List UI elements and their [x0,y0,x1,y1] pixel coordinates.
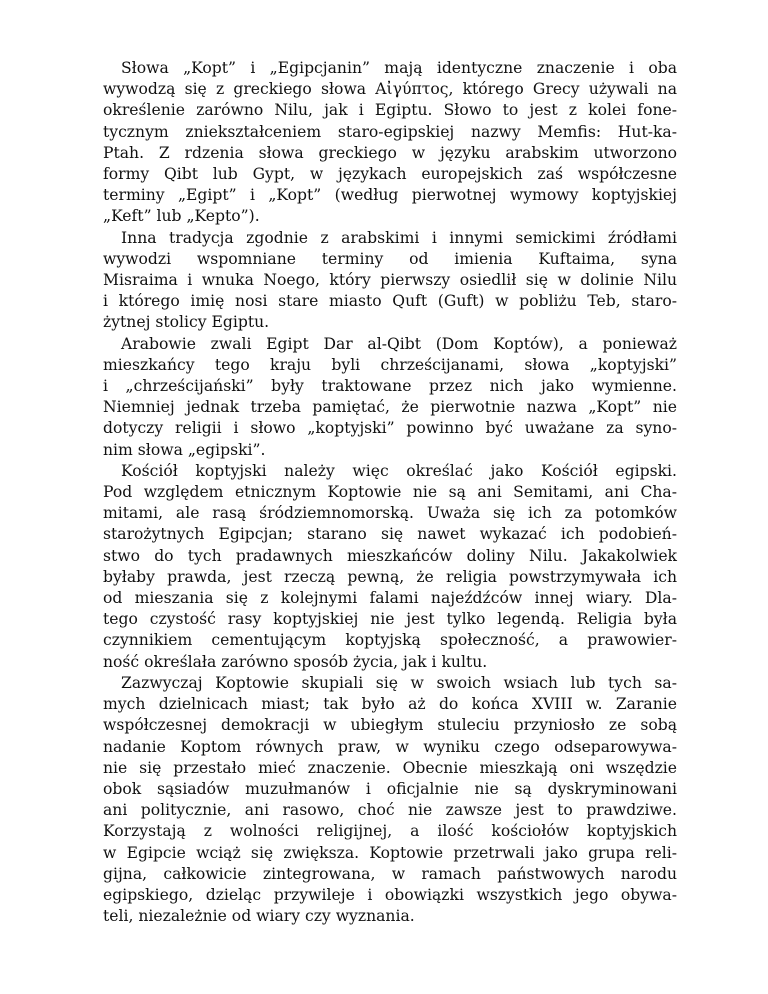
text-line: Inna tradycja zgodnie z arabskimi i innymi semickimi źródłami [121,228,677,247]
text-line: byłaby prawda, jest rzeczą pewną, że religia powstrzymywała ich [103,567,677,586]
text-line: teli, niezależnie od wiary czy wyznania. [103,907,415,926]
paragraph-1 [103,58,677,228]
text-line: od mieszania się z kolejnymi falami najeźdźców innej wiary. Dla- [103,589,677,608]
text-line: i „chrześcijański” były traktowane przez nich jako wymienne. [103,377,677,396]
text-line: mitami, ale rasą śródziemnomorską. Uważa się ich za potomków [103,504,677,523]
text-line: dotyczy religii i słowo „koptyjski” powinno być uważane za syno- [103,419,677,438]
text-line: mych dzielnicach miast; tak było aż do końca XVIII w. Zaranie [103,695,677,714]
text-line: Zazwyczaj Koptowie skupiali się w swoich wsiach lub tych sa- [121,673,677,692]
text-line: w Egipcie wciąż się zwiększa. Koptowie przetrwali jako grupa reli- [103,843,677,862]
text-line: mieszkańcy tego kraju byli chrześcijanami, słowa „koptyjski” [103,355,677,374]
text-line: i którego imię nosi stare miasto Quft (Guft) w pobliżu Teb, staro- [103,292,677,311]
text-line: żytnej stolicy Egiptu. [103,313,270,332]
text-line: Pod względem etnicznym Koptowie nie są ani Semitami, ani Cha- [103,483,677,502]
text-line: wywodzi wspomniane terminy od imienia Kuftaima, syna [103,249,677,268]
text-line: Korzystają z wolności religijnej, a ilość kościołów koptyjskich [103,822,677,841]
paragraph-5 [103,673,677,927]
text-line: Misraima i wnuka Noego, który pierwszy osiedlił się w dolinie Nilu [103,271,677,290]
text-line: Słowa „Kopt” i „Egipcjanin” mają identyczne znaczenie i oba [121,59,677,77]
text-line: stwo do tych pradawnych mieszkańców doliny Nilu. Jakakolwiek [103,546,677,565]
text-line: współczesnej demokracji w ubiegłym stuleciu przyniosło ze sobą [103,716,677,735]
text-line: Arabowie zwali Egipt Dar al-Qibt (Dom Koptów), a ponieważ [121,334,677,353]
document-page [103,58,677,927]
text-line: terminy „Egipt” i „Kopt” (według pierwotnej wymowy koptyjskiej [103,186,677,205]
text-line: gijna, całkowicie zintegrowana, w ramach państwowych narodu [103,864,677,883]
text-line: „Keft” lub „Kepto”). [103,207,260,226]
text-line: czynnikiem cementującym koptyjską społeczność, a prawowier- [103,631,677,650]
text-line: egipskiego, dzieląc przywileje i obowiązki wszystkich jego obywa- [103,885,677,904]
text-line: Kościół koptyjski należy więc określać jako Kościół egipski. [121,461,677,480]
text-line: Niemniej jednak trzeba pamiętać, że pierwotnie nazwa „Kopt” nie [103,398,677,417]
text-line: nadanie Koptom równych praw, w wyniku czego odseparowywa- [103,737,677,756]
text-line: tycznym zniekształceniem staro-egipskiej nazwy Memfis: Hut-ka- [103,122,677,141]
paragraph-2 [103,228,677,334]
text-line: wywodzą się z greckiego słowa Αἰγύπτος, którego Grecy używali na [103,80,677,99]
text-line: określenie zarówno Nilu, jak i Egiptu. Słowo to jest z kolei fone- [103,101,677,120]
text-line: ani politycznie, ani rasowo, choć nie zawsze jest to prawdziwe. [103,801,677,820]
text-line: starożytnych Egipcjan; starano się nawet wykazać ich podobień- [103,525,677,544]
text-line: obok sąsiadów muzułmanów i oficjalnie nie są dyskryminowani [103,779,677,798]
text-line: nim słowa „egipski”. [103,440,266,459]
text-line: formy Qibt lub Gypt, w językach europejskich zaś współczesne [103,165,677,184]
paragraph-3 [103,334,677,461]
text-line: ność określała zarówno sposób życia, jak i kultu. [103,652,488,671]
text-line: nie się przestało mieć znaczenie. Obecnie mieszkają oni wszędzie [103,758,677,777]
paragraph-4 [103,461,677,673]
text-line: tego czystość rasy koptyjskiej nie jest tylko legendą. Religia była [103,610,677,629]
text-line: Ptah. Z rdzenia słowa greckiego w języku arabskim utworzono [103,143,677,162]
